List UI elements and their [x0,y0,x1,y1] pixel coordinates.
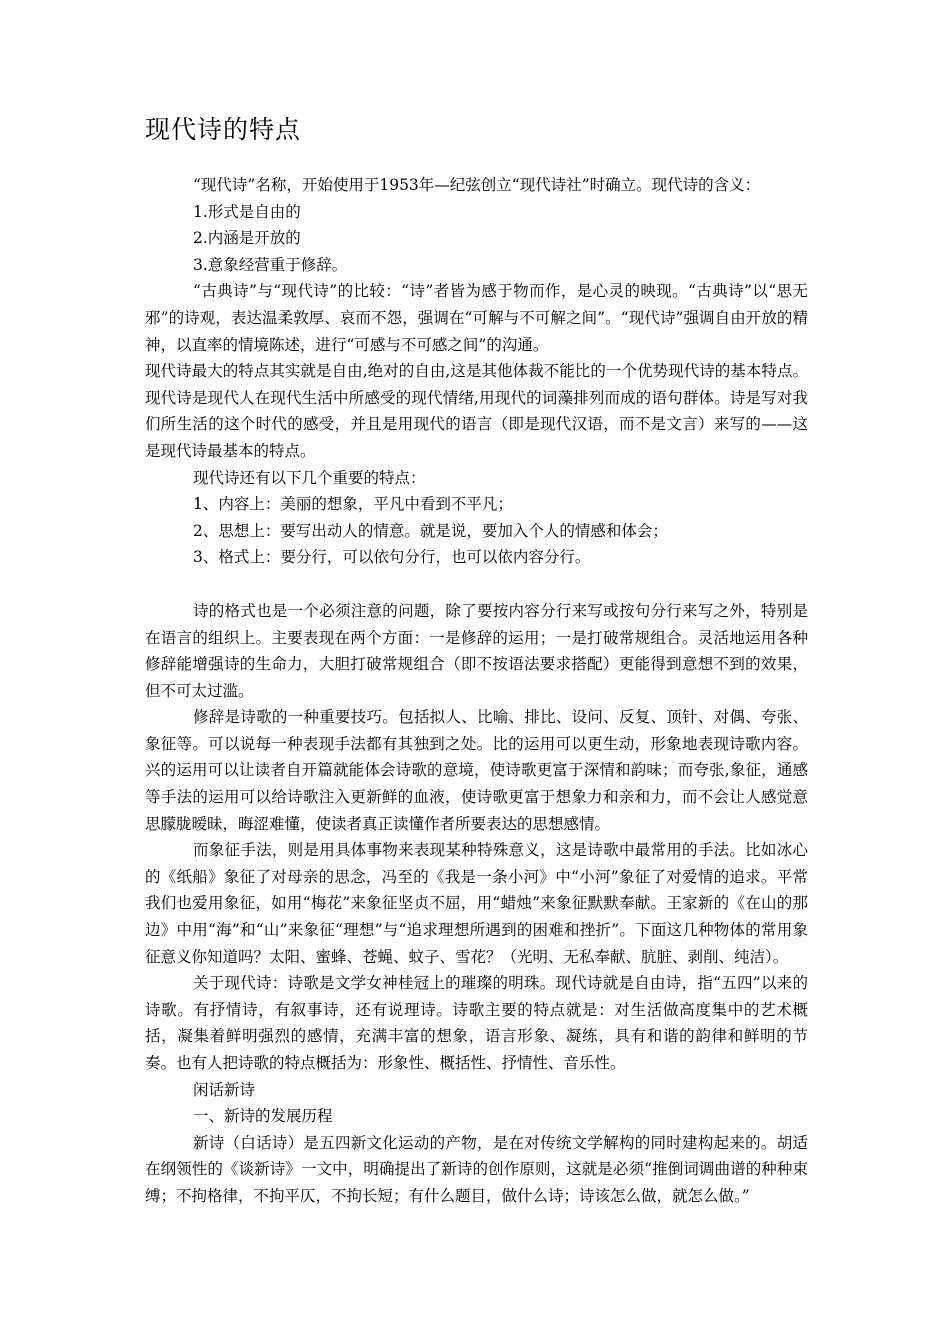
document-title: 现代诗的特点 [145,115,302,144]
section-heading: 闲话新诗 [193,1080,256,1099]
paragraph-symbolism: 而象征手法，则是用具体事物来表现某种特殊意义，这是诗歌中最常用的手法。比如冰心的《纸船》象征了对母亲的思念，冯至的《我是一条小河》中“小河”象征了对爱情的追求。平常我们也爱用象征，如用“梅花”来象征坚贞不屈，用“蜡烛”来象征默默奉献。王家新的《在山的那边》中用“海”和“山”来象征“理想”与“追求理想所遇到的困难和挫折”。下面这几种物体的常用象征意义你知道吗？太阳、蜜蜂、苍蝇、蚊子、雪花？（光明、无私奉献、肮脏、剥削、纯洁）。 [145,841,808,966]
list-item: 2、思想上：要写出动人的情意。就是说，要加入个人的情感和体会； [193,521,668,540]
paragraph-about-modern-poetry: 关于现代诗：诗歌是文学女神桂冠上的璀璨的明珠。现代诗就是自由诗，指“五四”以来的诗歌。有抒情诗，有叙事诗，还有说理诗。诗歌主要的特点就是：对生活做高度集中的艺术概括，凝集着鲜明强烈的感情，充满丰富的想象，语言形象、凝练，具有和谐的韵律和鲜明的节奏。也有人把诗歌的特点概括为：形象性、概括性、抒情性、音乐性。 [145,974,808,1072]
document-page [145,108,808,1210]
list-item: 1、内容上：美丽的想象，平凡中看到不平凡； [193,495,513,514]
list-item: 3、格式上：要分行，可以依句分行，也可以依内容分行。 [193,548,591,567]
paragraph-comparison: “古典诗”与“现代诗”的比较：“诗”者皆为感于物而作，是心灵的映现。“古典诗”以“思无邪”的诗观，表达温柔敦厚、哀而不怨，强调在“可解与不可解之间”。“现代诗”强调自由开放的精神，以直率的情境陈述，进行“可感与不可感之间”的沟通。 [145,282,808,354]
paragraph-rhetoric: 修辞是诗歌的一种重要技巧。包括拟人、比喻、排比、设问、反复、顶针、对偶、夸张、象征等。可以说每一种表现手法都有其独到之处。比的运用可以更生动，形象地表现诗歌内容。兴的运用可以让读者自开篇就能体会诗歌的意境，使诗歌更富于深情和韵味；而夸张,象征，通感等手法的运用可以给诗歌注入更新鲜的血液，使诗歌更富于想象力和亲和力，而不会让人感觉意思朦胧暧昧，晦涩难懂，使读者真正读懂作者所要表达的思想感情。 [145,708,808,833]
blank-line [145,571,808,598]
paragraph-format: 诗的格式也是一个必须注意的问题，除了要按内容分行来写或按句分行来写之外，特别是在语言的组织上。主要表现在两个方面：一是修辞的运用；一是打破常规组合。灵活地运用各种修辞能增强诗的生命力，大胆打破常规组合（即不按语法要求搭配）更能得到意想不到的效果，但不可太过滥。 [145,601,808,700]
paragraph-features-intro: 现代诗还有以下几个重要的特点： [193,468,426,487]
list-item: 1.形式是自由的 [193,202,301,221]
list-item: 2.内涵是开放的 [193,229,301,248]
paragraph-freedom: 现代诗最大的特点其实就是自由,绝对的自由,这是其他体裁不能比的一个优势现代诗的基本特点。现代诗是现代人在现代生活中所感受的现代情绪,用现代的词藻排列而成的语句群体。诗是写对我们所生活的这个时代的感受，并且是用现代的语言（即是现代汉语，而不是文言）来写的——这是现代诗最基本的特点。 [145,362,808,460]
paragraph-intro: “现代诗”名称，开始使用于1953年—纪弦创立“现代诗社”时确立。现代诗的含义： [193,176,761,194]
subsection-heading: 一、新诗的发展历程 [193,1107,333,1126]
paragraph-new-poetry: 新诗（白话诗）是五四新文化运动的产物，是在对传统文学解构的同时建构起来的。胡适在纲领性的《谈新诗》一文中，明确提出了新诗的创作原则，这就是必须“推倒词调曲谱的种种束缚；不拘格律，不拘平仄，不拘长短；有什么题目，做什么诗；诗该怎么做，就怎么做。” [145,1133,808,1205]
list-item: 3.意象经营重于修辞。 [193,255,348,274]
